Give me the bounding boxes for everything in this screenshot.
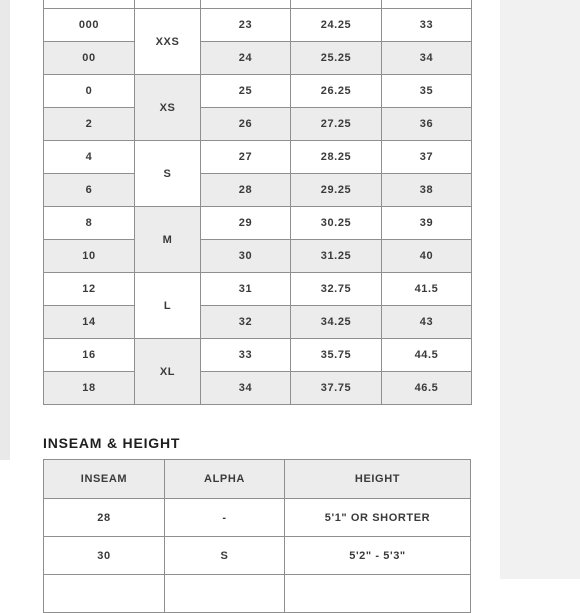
inseam-cell: 39 [382,207,472,240]
alpha-cell: S [165,537,285,575]
hip-cell [291,0,382,9]
section-heading: INSEAM & HEIGHT [43,435,181,451]
size-cell: 12 [44,273,135,306]
inseam-cell: 35 [382,75,472,108]
hip-cell: 29.25 [291,174,382,207]
hip-cell: 31.25 [291,240,382,273]
table-row [44,240,472,273]
table-header-row [44,460,471,499]
table-row [44,0,472,9]
waist-cell: 33 [201,339,291,372]
height-cell: 5'2" - 5'3" [285,537,471,575]
alpha-size-label: XL [135,339,201,405]
inseam-cell: 37 [382,141,472,174]
size-cell: 000 [44,9,135,42]
table-row [44,372,472,405]
alpha-size-label: M [135,207,201,273]
size-cell: 00 [44,42,135,75]
hip-cell: 24.25 [291,9,382,42]
size-cell: 6 [44,174,135,207]
table-row [44,499,471,537]
waist-cell: 26 [201,108,291,141]
inseam-cell: 30 [44,537,165,575]
hip-cell: 35.75 [291,339,382,372]
column-header-inseam: INSEAM [44,460,165,499]
table-row [44,339,472,372]
table-row [44,75,472,108]
alpha-cell [165,575,285,613]
inseam-cell: 43 [382,306,472,339]
hip-cell: 34.25 [291,306,382,339]
alpha-size-label: XXS [135,9,201,75]
waist-cell: 30 [201,240,291,273]
alpha-cell [135,0,201,9]
size-guide-content [10,0,500,579]
inseam-cell [382,0,472,9]
inseam-cell [44,575,165,613]
inseam-cell: 28 [44,499,165,537]
alpha-size-label: S [135,141,201,207]
waist-cell [201,0,291,9]
size-cell: 0 [44,75,135,108]
size-cell: 18 [44,372,135,405]
table-row [44,141,472,174]
table-row [44,306,472,339]
hip-cell: 37.75 [291,372,382,405]
waist-cell: 25 [201,75,291,108]
inseam-cell: 36 [382,108,472,141]
size-cell: 10 [44,240,135,273]
hip-cell: 25.25 [291,42,382,75]
table-row [44,537,471,575]
table-row [44,108,472,141]
inseam-cell: 33 [382,9,472,42]
inseam-cell: 44.5 [382,339,472,372]
table-row [44,273,472,306]
table-row [44,207,472,240]
hip-cell: 28.25 [291,141,382,174]
height-cell: 5'1" OR SHORTER [285,499,471,537]
size-cell: 14 [44,306,135,339]
alpha-cell: - [165,499,285,537]
size-cell: 4 [44,141,135,174]
table-row [44,575,471,613]
table-row [44,42,472,75]
inseam-height-table [43,459,471,613]
hip-cell: 27.25 [291,108,382,141]
waist-cell: 31 [201,273,291,306]
table-row [44,174,472,207]
inseam-cell: 34 [382,42,472,75]
left-edge-panel [0,0,10,460]
height-cell [285,575,471,613]
right-side-panel [500,0,580,579]
size-cell: 2 [44,108,135,141]
size-cell: 8 [44,207,135,240]
table-row [44,9,472,42]
waist-cell: 23 [201,9,291,42]
size-cell: 16 [44,339,135,372]
hip-cell: 32.75 [291,273,382,306]
size-chart-table [43,0,472,405]
waist-cell: 28 [201,174,291,207]
waist-cell: 29 [201,207,291,240]
inseam-cell: 46.5 [382,372,472,405]
column-header-alpha: ALPHA [165,460,285,499]
inseam-cell: 41.5 [382,273,472,306]
waist-cell: 24 [201,42,291,75]
hip-cell: 30.25 [291,207,382,240]
hip-cell: 26.25 [291,75,382,108]
alpha-size-label: L [135,273,201,339]
inseam-cell: 38 [382,174,472,207]
column-header-height: HEIGHT [285,460,471,499]
waist-cell: 32 [201,306,291,339]
alpha-size-label: XS [135,75,201,141]
waist-cell: 27 [201,141,291,174]
waist-cell: 34 [201,372,291,405]
size-cell [44,0,135,9]
inseam-cell: 40 [382,240,472,273]
